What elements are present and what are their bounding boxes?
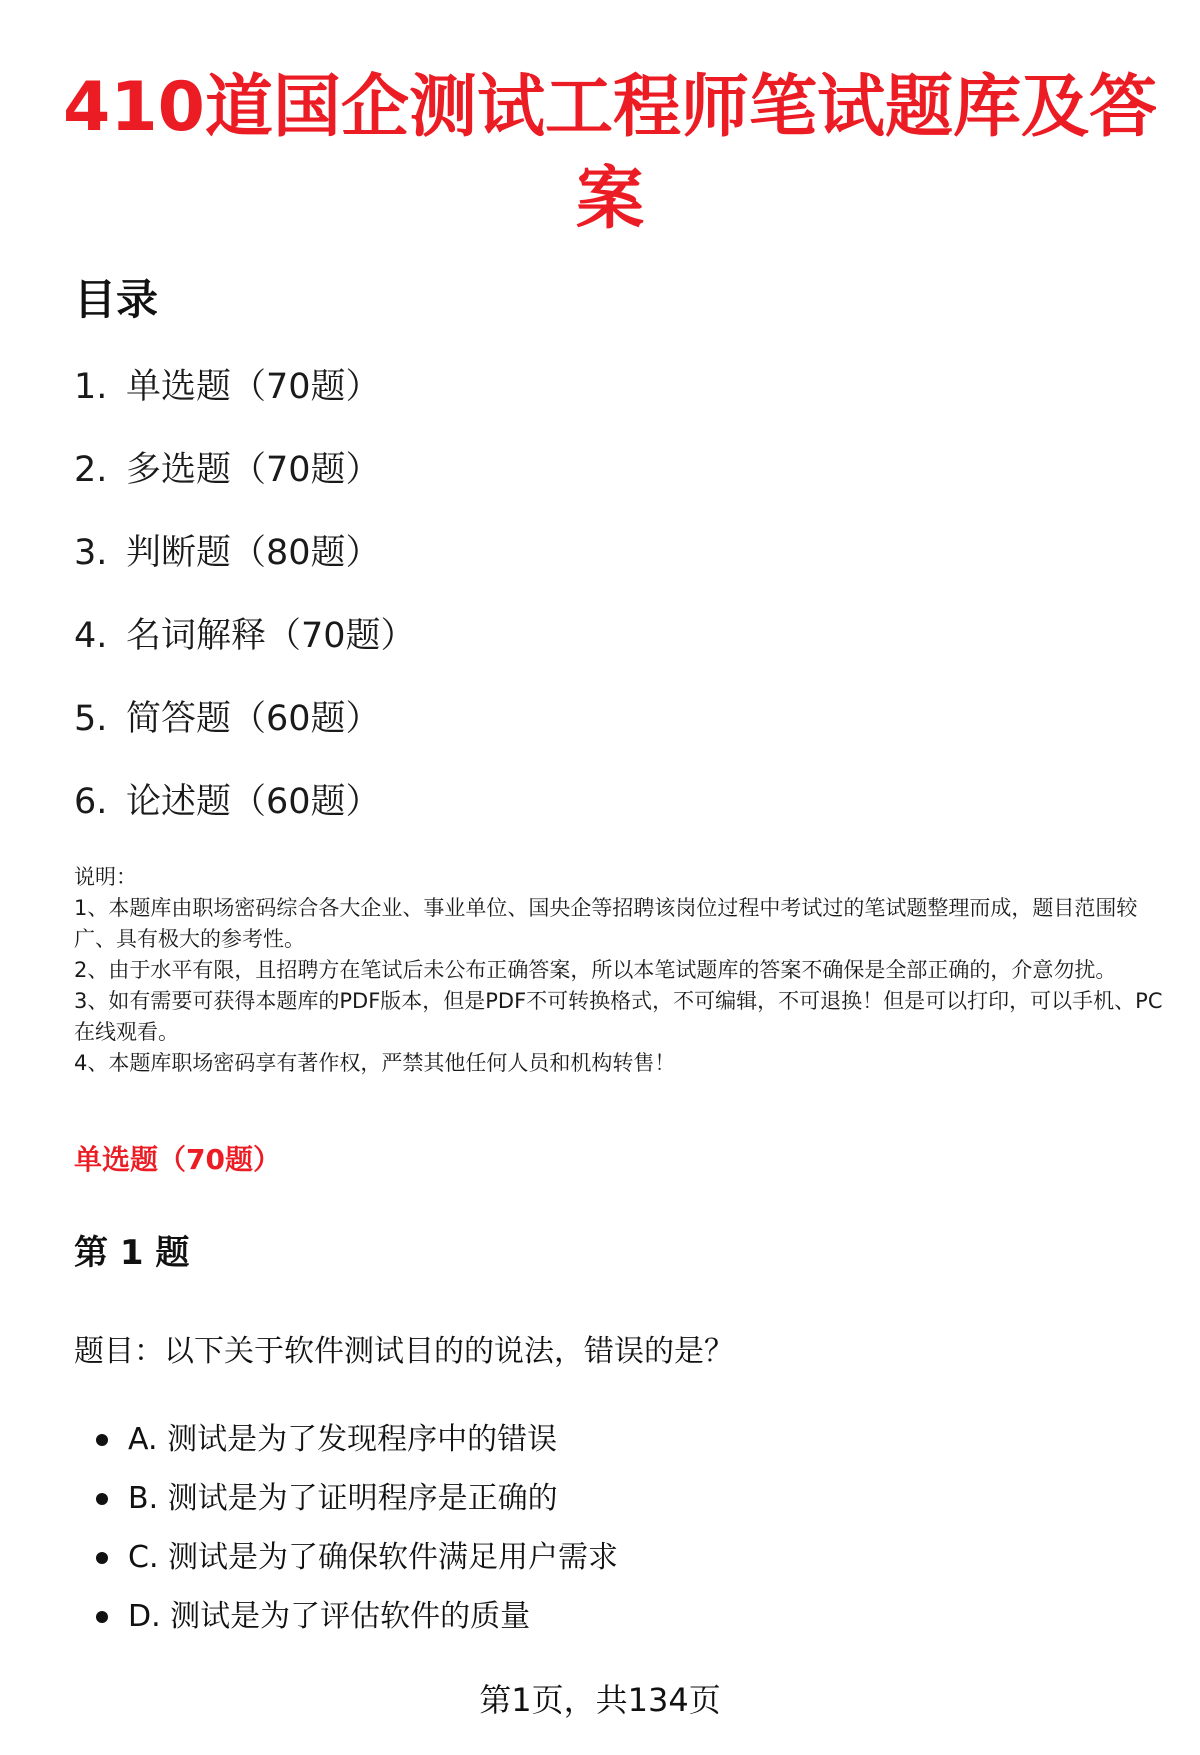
toc-item-label: 简答题（60题） bbox=[126, 699, 381, 739]
toc-item-number: 6. bbox=[74, 782, 108, 822]
toc-heading: 目录 bbox=[74, 275, 159, 324]
toc-item-number: 3. bbox=[74, 533, 108, 573]
question-number: 第 1 题 bbox=[74, 1233, 190, 1273]
answer-options bbox=[96, 1418, 618, 1654]
table-of-contents bbox=[74, 362, 416, 860]
toc-item-number: 5. bbox=[74, 699, 108, 739]
option-c bbox=[96, 1536, 618, 1595]
toc-item-essay[interactable] bbox=[74, 777, 416, 860]
option-a bbox=[96, 1418, 618, 1477]
option-d bbox=[96, 1595, 618, 1654]
notes-line: 2、由于水平有限，且招聘方在笔试后未公布正确答案，所以本笔试题库的答案不确保是全部正确的，介意勿扰。 bbox=[74, 958, 1117, 982]
toc-item-short-answer[interactable] bbox=[74, 694, 416, 777]
toc-item-number: 4. bbox=[74, 616, 108, 656]
toc-item-number: 2. bbox=[74, 450, 108, 490]
option-text: B. 测试是为了证明程序是正确的 bbox=[128, 1481, 558, 1516]
bullet-icon bbox=[96, 1493, 108, 1505]
notes-line: 3、如有需要可获得本题库的PDF版本，但是PDF不可转换格式，不可编辑，不可退换！但是可以打印，可以手机、PC在线观看。 bbox=[74, 989, 1163, 1044]
notes-block bbox=[74, 862, 1164, 1079]
option-text: D. 测试是为了评估软件的质量 bbox=[128, 1599, 531, 1634]
notes-line: 4、本题库职场密码享有著作权，严禁其他任何人员和机构转售！ bbox=[74, 1051, 676, 1075]
toc-item-label: 多选题（70题） bbox=[126, 450, 381, 490]
page-footer: 第1页，共134页 bbox=[479, 1681, 721, 1719]
bullet-icon bbox=[96, 1552, 108, 1564]
question-text: 题目：以下关于软件测试目的的说法，错误的是？ bbox=[74, 1334, 734, 1369]
toc-item-term-definition[interactable] bbox=[74, 611, 416, 694]
toc-item-multiple-choice[interactable] bbox=[74, 445, 416, 528]
option-b bbox=[96, 1477, 618, 1536]
notes-line: 1、本题库由职场密码综合各大企业、事业单位、国央企等招聘该岗位过程中考试过的笔试题整理而成，题目范围较广、具有极大的参考性。 bbox=[74, 896, 1138, 951]
toc-item-true-false[interactable] bbox=[74, 528, 416, 611]
toc-item-label: 名词解释（70题） bbox=[126, 616, 416, 656]
bullet-icon bbox=[96, 1434, 108, 1446]
option-text: C. 测试是为了确保软件满足用户需求 bbox=[128, 1540, 619, 1575]
notes-heading: 说明： bbox=[74, 865, 137, 889]
toc-item-label: 判断题（80题） bbox=[126, 533, 381, 573]
bullet-icon bbox=[96, 1611, 108, 1623]
document-title: 410道国企测试工程师笔试题库及答案 bbox=[63, 68, 1157, 239]
toc-item-single-choice[interactable] bbox=[74, 362, 416, 445]
option-text: A. 测试是为了发现程序中的错误 bbox=[128, 1422, 558, 1457]
toc-item-label: 单选题（70题） bbox=[126, 367, 381, 407]
section-heading: 单选题（70题） bbox=[74, 1143, 281, 1176]
toc-item-number: 1. bbox=[74, 367, 108, 407]
toc-item-label: 论述题（60题） bbox=[126, 782, 381, 822]
